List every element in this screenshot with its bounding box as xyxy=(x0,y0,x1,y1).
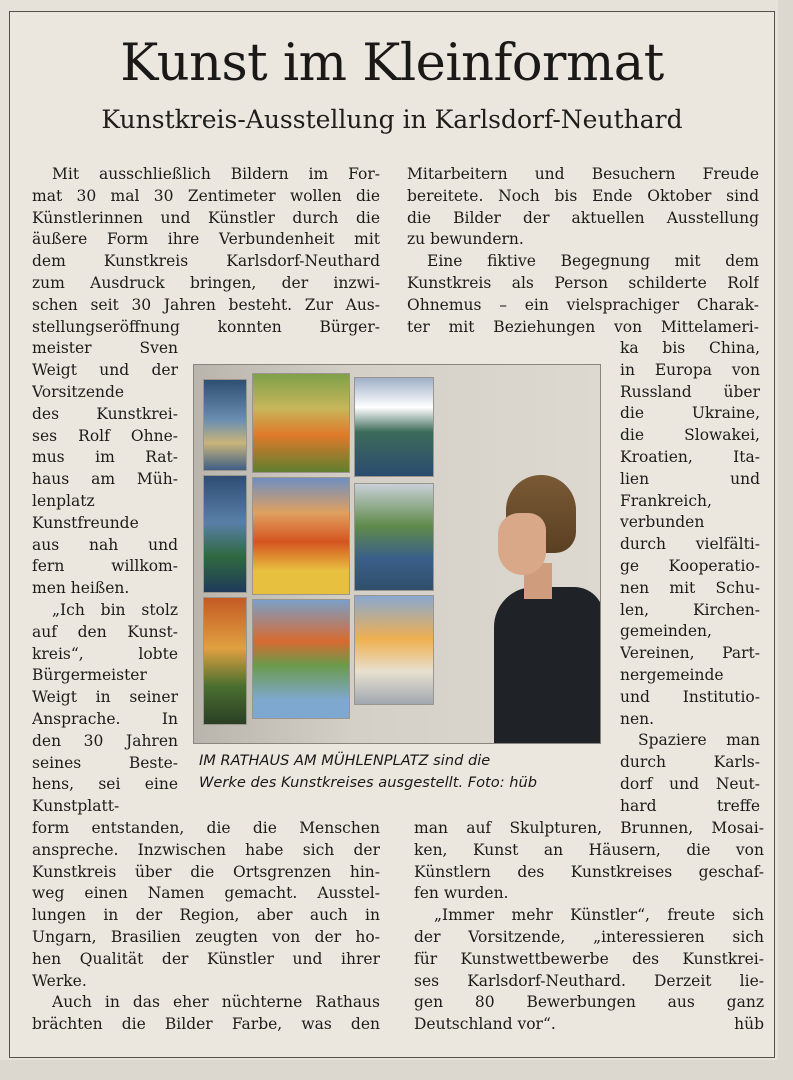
text-line: men heißen. xyxy=(32,579,130,598)
text-line: Frankreich, xyxy=(620,491,712,510)
text-line: äußere Form ihre Verbundenheit mit xyxy=(32,230,380,249)
text-line: ter mit Beziehungen von Mittelameri- xyxy=(407,317,759,336)
text-line: Russland über xyxy=(620,382,760,401)
text-line: nen. xyxy=(620,709,655,728)
text-line: kreis“, lobte xyxy=(32,644,178,663)
text-line: die Slowakei, xyxy=(620,426,760,445)
text-line: Künstlerinnen und Künstler durch die xyxy=(32,208,380,227)
text-line: in Europa von xyxy=(620,360,760,379)
text-line: hard treffe xyxy=(620,796,760,815)
text-line: dem Kunstkreis Karlsdorf-Neuthard xyxy=(32,252,380,271)
text-line: Werke. xyxy=(32,971,87,990)
subheadline: Kunstkreis-Ausstellung in Karlsdorf-Neuthard xyxy=(101,105,683,134)
text-line: hen Qualität der Künstler und ihrer xyxy=(32,949,380,968)
newspaper-article xyxy=(9,11,775,1058)
text-line: durch vielfälti- xyxy=(620,535,760,554)
text-line: weg einen Namen gemacht. Ausstel- xyxy=(32,884,380,903)
text-line: Kunstkreis über die Ortsgrenzen hin- xyxy=(32,862,380,881)
text-line: ka bis China, xyxy=(620,339,760,357)
text-line: fern willkom- xyxy=(32,557,178,576)
text-line: aus nah und xyxy=(32,535,178,554)
text-line: bereitete. Noch bis Ende Oktober sind xyxy=(407,186,759,205)
text-line: Weigt und der xyxy=(32,361,178,380)
text-line: gen 80 Bewerbungen aus ganz xyxy=(414,993,764,1012)
adjacent-page-bottom xyxy=(0,1060,793,1080)
text-line: „Ich bin stolz xyxy=(52,601,178,619)
text-line: durch Karls- xyxy=(620,753,760,772)
text-line: Ungarn, Brasilien zeugten von der ho- xyxy=(32,928,380,946)
text-line: gemeinden, xyxy=(620,622,712,641)
text-line: der Vorsitzende, „interessieren sich xyxy=(414,928,764,946)
text-line: fen wurden. xyxy=(414,884,509,903)
text-line: nergemeinde xyxy=(620,666,724,684)
text-line: Kunstkreis als Person schilderte Rolf xyxy=(407,274,759,292)
text-line: des Kunstkrei- xyxy=(32,404,178,423)
photo-caption-line-1: IM RATHAUS AM MÜHLENPLATZ sind die xyxy=(199,752,491,769)
text-line: Eine fiktive Begegnung mit dem xyxy=(427,252,759,271)
text-line: nen mit Schu- xyxy=(620,578,760,597)
text-line: die Ukraine, xyxy=(620,404,760,423)
text-line: Kunstfreunde xyxy=(32,513,139,532)
text-line: mat 30 mal 30 Zentimeter wollen die xyxy=(32,186,380,205)
text-line: stellungseröffnung konnten Bürger- xyxy=(32,317,380,336)
text-line: auf den Kunst- xyxy=(32,622,178,641)
text-line: Deutschland vor“. xyxy=(414,1015,556,1034)
text-line: Kunstplatt- xyxy=(32,797,120,816)
text-line: ses Karlsdorf-Neuthard. Derzeit lie- xyxy=(414,971,764,990)
text-line: lien und xyxy=(620,469,760,488)
text-line: zum Ausdruck bringen, der inzwi- xyxy=(32,274,380,292)
text-line: dorf und Neut- xyxy=(620,775,760,793)
text-line: ge Kooperatio- xyxy=(620,557,760,575)
text-line: den 30 Jahren xyxy=(32,731,178,750)
exhibition-photo xyxy=(193,364,601,744)
text-line: hüb xyxy=(734,1015,764,1034)
text-line: form entstanden, die die Menschen xyxy=(32,819,380,837)
text-line: Auch in das eher nüchterne Rathaus xyxy=(52,993,380,1012)
text-line: Weigt in seiner xyxy=(32,688,178,707)
text-line: zu bewundern. xyxy=(407,230,524,249)
headline: Kunst im Kleinformat xyxy=(120,34,664,93)
text-line: Vorsitzende xyxy=(32,383,125,401)
text-line: anspreche. Inzwischen habe sich der xyxy=(32,840,380,859)
text-line: lenplatz xyxy=(32,492,95,510)
text-line: Kroatien, Ita- xyxy=(620,448,760,466)
text-line: „Immer mehr Künstler“, freute sich xyxy=(434,906,764,925)
text-line: und Institutio- xyxy=(620,687,760,706)
text-line: Vereinen, Part- xyxy=(620,644,760,663)
text-line: lungen in der Region, aber auch in xyxy=(32,906,380,925)
adjacent-page-edge xyxy=(778,0,793,1080)
text-line: Spaziere man xyxy=(638,731,760,750)
text-line: die Bilder der aktuellen Ausstellung xyxy=(407,208,759,227)
text-line: Künstlern des Kunstkreises geschaf- xyxy=(414,862,764,881)
text-line: len, Kirchen- xyxy=(620,600,760,619)
text-line: hens, sei eine xyxy=(32,775,178,794)
text-line: ken, Kunst an Häusern, die von xyxy=(414,840,764,859)
text-line: schen seit 30 Jahren besteht. Zur Aus- xyxy=(32,295,380,314)
text-line: Mit ausschließlich Bildern im For- xyxy=(52,165,380,183)
text-line: Ohnemus – ein vielsprachiger Charak- xyxy=(407,295,759,314)
text-line: mus im Rat- xyxy=(32,448,178,467)
text-line: verbunden xyxy=(620,513,705,532)
text-line: meister Sven xyxy=(32,339,178,358)
woman-figure xyxy=(494,587,601,744)
text-line: Ansprache. In xyxy=(32,710,178,728)
text-line: brächten die Bilder Farbe, was den xyxy=(32,1015,380,1034)
text-line: man auf Skulpturen, Brunnen, Mosai- xyxy=(414,819,764,837)
text-line: haus am Müh- xyxy=(32,470,178,489)
photo-caption-line-2: Werke des Kunstkreises ausgestellt. Foto: hüb xyxy=(199,774,538,791)
text-line: ses Rolf Ohne- xyxy=(32,426,178,445)
text-line: seines Beste- xyxy=(32,753,178,772)
text-line: Bürgermeister xyxy=(32,666,147,685)
text-line: Mitarbeitern und Besuchern Freude xyxy=(407,165,759,183)
text-line: für Kunstwettbewerbe des Kunstkrei- xyxy=(414,949,764,968)
